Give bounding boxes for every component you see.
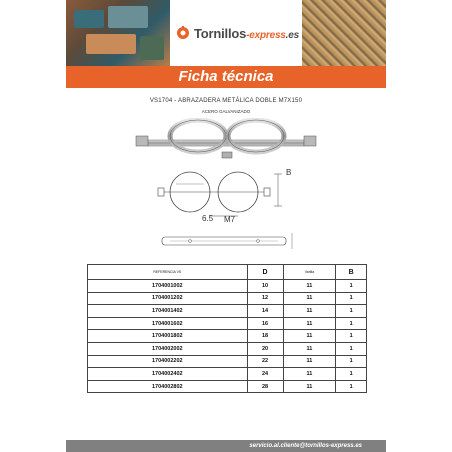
table-row bbox=[88, 368, 367, 381]
table-header-row bbox=[88, 265, 367, 280]
cell-rod: 11 bbox=[283, 380, 336, 393]
cell-reference: 1704001002 bbox=[88, 280, 248, 293]
cell-reference: 1704002002 bbox=[88, 342, 248, 355]
table-row bbox=[88, 317, 367, 330]
cell-rod: 11 bbox=[283, 330, 336, 343]
cell-rod: 11 bbox=[283, 368, 336, 381]
cell-reference: 1704002202 bbox=[88, 355, 248, 368]
cell-rod: 11 bbox=[283, 292, 336, 305]
header-d: D bbox=[247, 265, 283, 280]
product-title: VS1704 - ABRAZADERA METÁLICA DOBLE M7X150 bbox=[149, 98, 303, 104]
cell-d: 22 bbox=[247, 355, 283, 368]
side-view-drawing bbox=[160, 228, 300, 254]
header-rod: Varilla bbox=[283, 265, 336, 280]
logo-brand-name: Tornillos bbox=[194, 25, 247, 41]
cell-reference: 1704002402 bbox=[88, 368, 248, 381]
cell-d: 28 bbox=[247, 380, 283, 393]
cell-rod: 11 bbox=[283, 355, 336, 368]
cell-reference: 1704001802 bbox=[88, 330, 248, 343]
product-photo bbox=[128, 118, 324, 162]
cell-d: 10 bbox=[247, 280, 283, 293]
spec-table bbox=[87, 264, 367, 393]
cell-b: 1 bbox=[336, 368, 367, 381]
technical-drawing bbox=[150, 166, 310, 226]
logo-text bbox=[194, 26, 299, 41]
header-reference: REFERENCIA VS bbox=[88, 265, 248, 280]
cell-d: 20 bbox=[247, 342, 283, 355]
cell-reference: 1704001402 bbox=[88, 305, 248, 318]
header-b: B bbox=[336, 265, 367, 280]
cell-rod: 11 bbox=[283, 317, 336, 330]
logo-gear-icon bbox=[176, 26, 190, 40]
cell-d: 18 bbox=[247, 330, 283, 343]
cell-d: 24 bbox=[247, 368, 283, 381]
table-row bbox=[88, 355, 367, 368]
cell-b: 1 bbox=[336, 317, 367, 330]
table-row bbox=[88, 380, 367, 393]
banner-photo-screws bbox=[302, 0, 386, 66]
table-row bbox=[88, 280, 367, 293]
cell-b: 1 bbox=[336, 330, 367, 343]
cell-rod: 11 bbox=[283, 342, 336, 355]
cell-reference: 1704001202 bbox=[88, 292, 248, 305]
logo-brand-accent: -express bbox=[246, 29, 286, 41]
cell-reference: 1704001602 bbox=[88, 317, 248, 330]
table-row bbox=[88, 330, 367, 343]
cell-b: 1 bbox=[336, 292, 367, 305]
footer-email[interactable] bbox=[66, 440, 386, 452]
cell-b: 1 bbox=[336, 280, 367, 293]
banner-photo-tools bbox=[66, 0, 170, 66]
cell-rod: 11 bbox=[283, 280, 336, 293]
page-title: Ficha técnica bbox=[66, 66, 386, 88]
table-row bbox=[88, 342, 367, 355]
cell-reference: 1704002802 bbox=[88, 380, 248, 393]
dimension-6-5-label: 6.5 bbox=[202, 214, 214, 223]
logo-brand-tld: .es bbox=[285, 29, 299, 41]
footer-email-text: servicio.al.cliente@tornillos-express.es bbox=[249, 443, 362, 449]
cell-rod: 11 bbox=[283, 305, 336, 318]
dimension-m7-label: M7 bbox=[224, 215, 236, 224]
table-row bbox=[88, 292, 367, 305]
cell-b: 1 bbox=[336, 305, 367, 318]
table-row bbox=[88, 305, 367, 318]
cell-b: 1 bbox=[336, 342, 367, 355]
cell-d: 16 bbox=[247, 317, 283, 330]
cell-b: 1 bbox=[336, 380, 367, 393]
logo[interactable] bbox=[170, 0, 302, 66]
cell-d: 12 bbox=[247, 292, 283, 305]
product-material: ACERO GALVANIZADO bbox=[201, 109, 251, 114]
dimension-b-label: B bbox=[286, 168, 292, 177]
cell-d: 14 bbox=[247, 305, 283, 318]
cell-b: 1 bbox=[336, 355, 367, 368]
header-banner bbox=[66, 0, 386, 66]
